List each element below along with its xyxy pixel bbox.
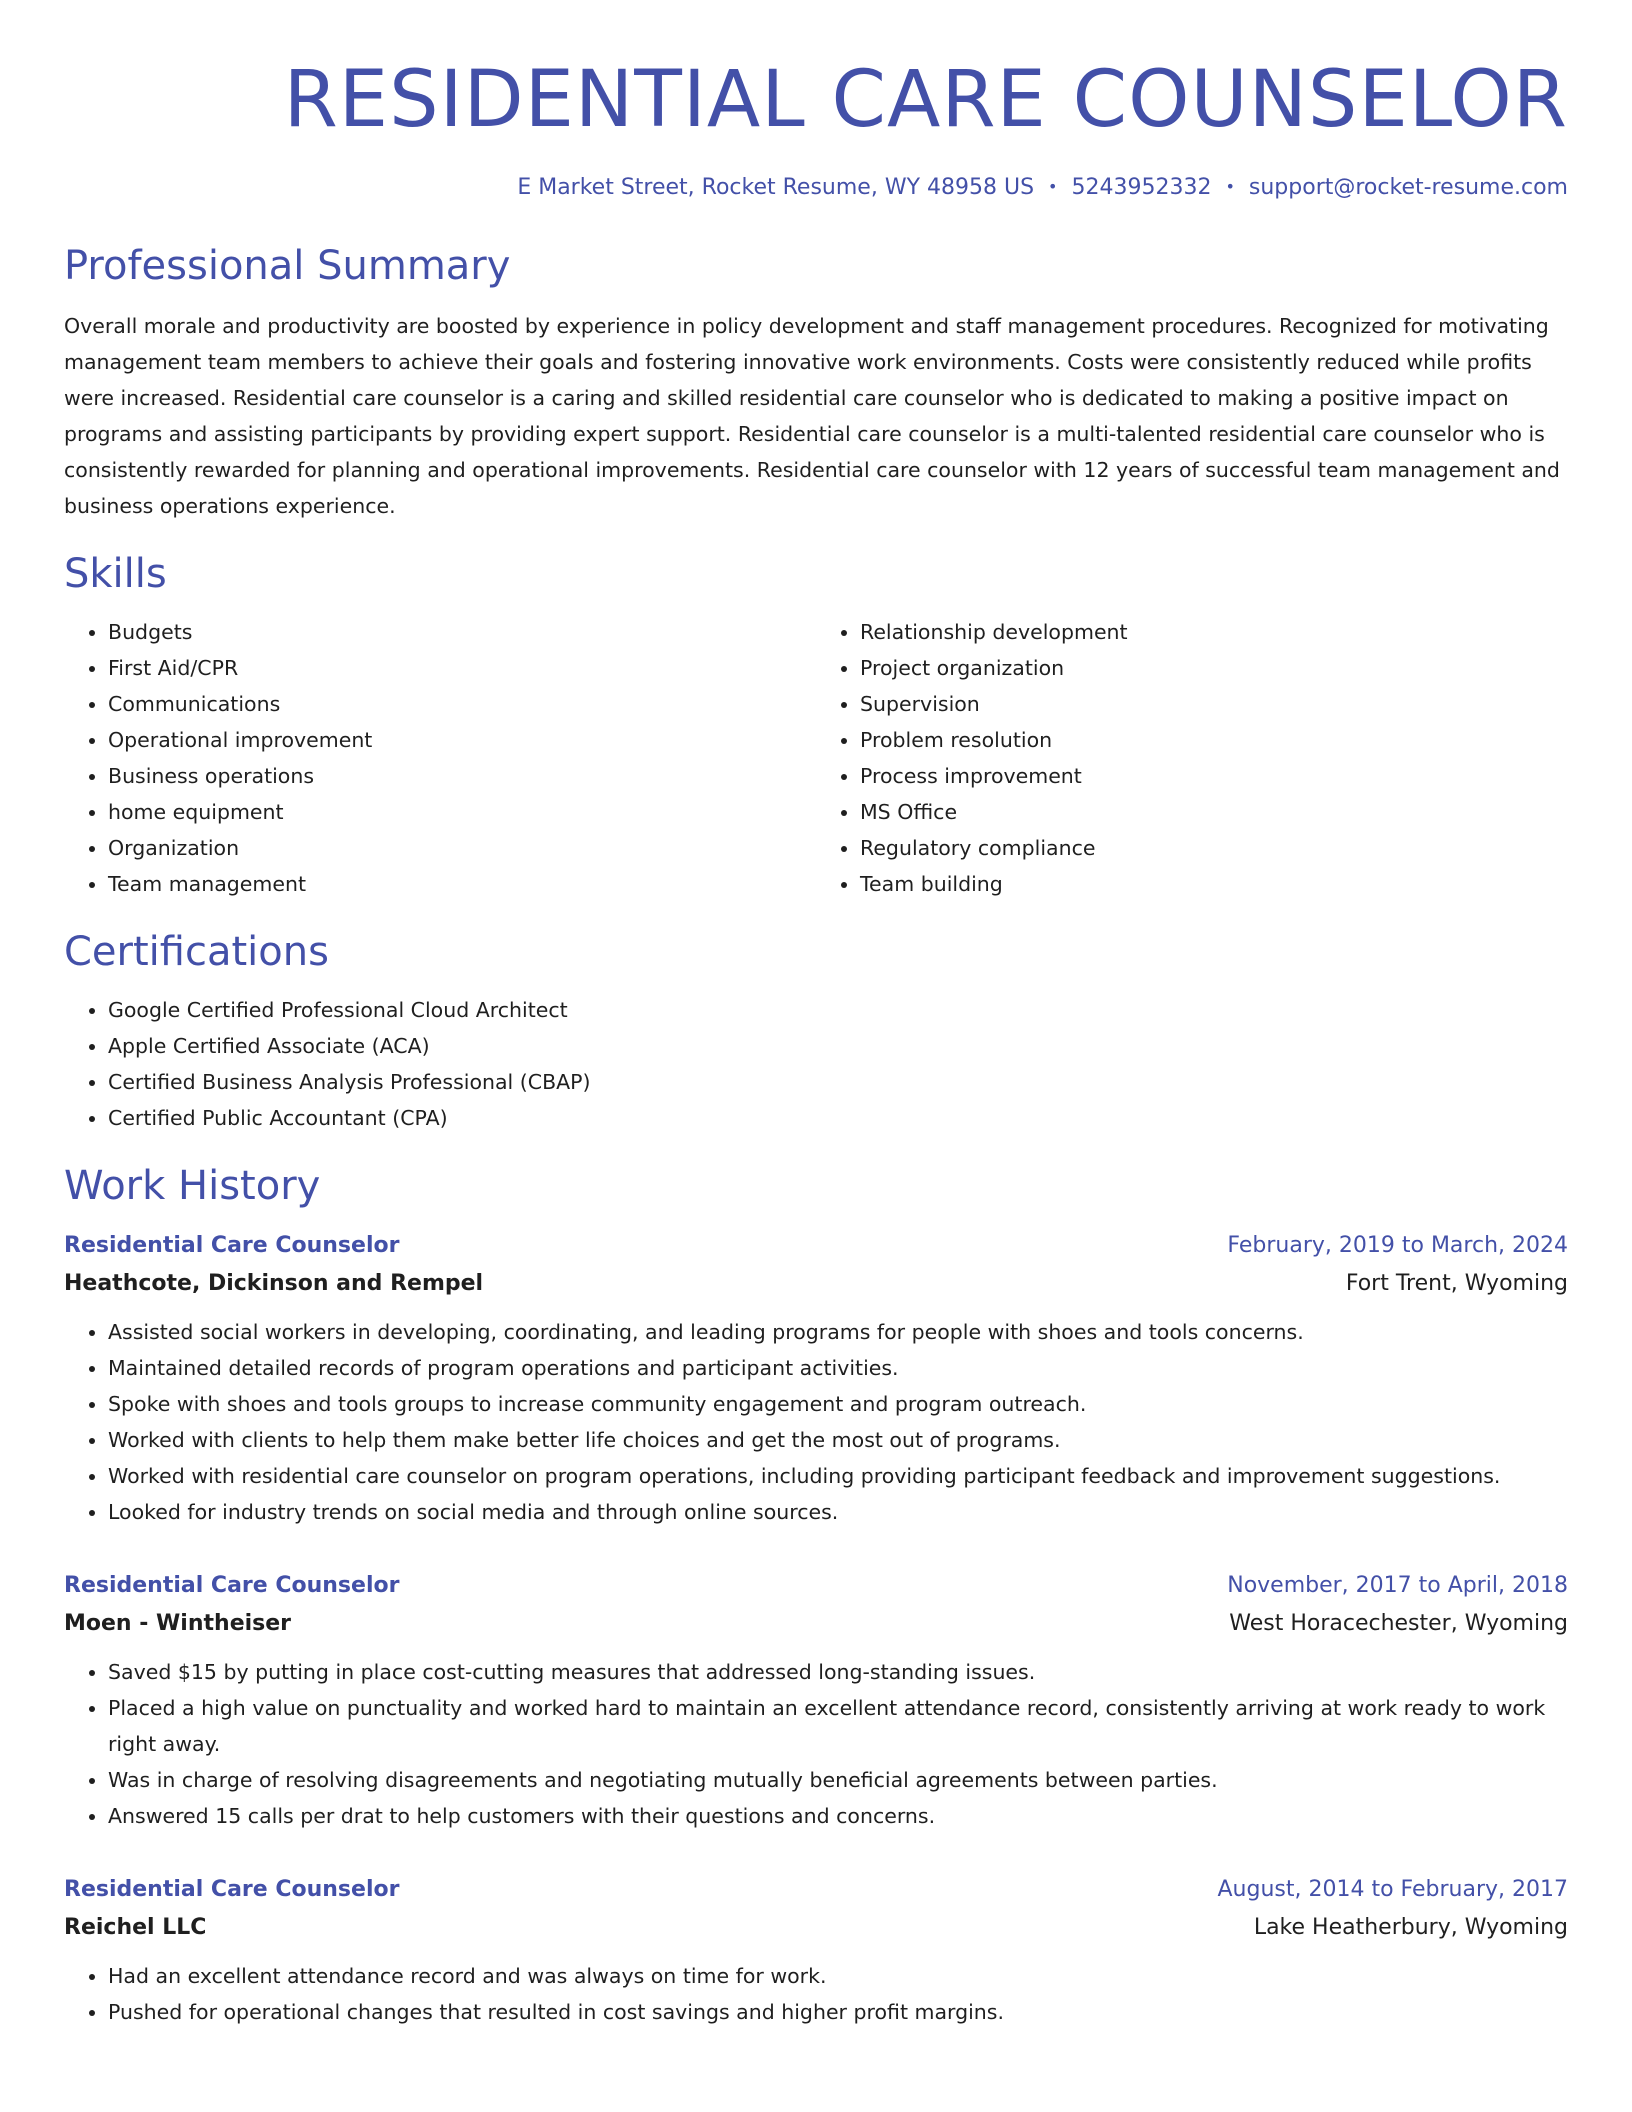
job-company-row [64,1604,1568,1644]
job-company-row [64,1264,1568,1304]
contact-phone: 5243952332 [1071,174,1212,200]
job-company: Reichel LLC [64,1915,207,1941]
skills-columns [64,614,1568,902]
skill-item: • Problem resolution [860,722,1568,758]
job-entry [64,1228,1568,1530]
skill-item: • Team building [860,866,1568,902]
job-bullet: • Worked with residential care counselor on program operations, including providing participant feedback and improvement suggestions. [108,1458,1568,1494]
job-dates: February, 2019 to March, 2024 [1227,1233,1568,1259]
certifications-list [64,992,1568,1136]
job-bullet: • Had an excellent attendance record and was always on time for work. [108,1958,1568,1994]
skill-item: • Organization [108,830,816,866]
skills-section [64,550,1568,902]
contact-separator: • [1225,177,1235,197]
skill-item: • Communications [108,686,816,722]
job-dates: November, 2017 to April, 2018 [1227,1573,1568,1599]
job-bullet: • Placed a high value on punctuality and worked hard to maintain an excellent attendance record, consistently arriving at work ready to work right away. [108,1690,1568,1762]
skills-heading: Skills [64,551,167,598]
job-company: Moen - Wintheiser [64,1611,292,1637]
job-company: Heathcote, Dickinson and Rempel [64,1271,484,1297]
skill-item: • Budgets [108,614,816,650]
skills-list-right [816,614,1568,902]
work-history-heading: Work History [64,1163,321,1210]
summary-section [64,242,1568,524]
job-header-row [64,1872,1568,1908]
summary-heading: Professional Summary [64,243,511,290]
certification-item: • Apple Certified Associate (ACA) [108,1028,1568,1064]
job-location: Lake Heatherbury, Wyoming [1253,1915,1568,1941]
skill-item: • Process improvement [860,758,1568,794]
skill-item: • First Aid/CPR [108,650,816,686]
skill-item: • home equipment [108,794,816,830]
certification-item: • Google Certified Professional Cloud Architect [108,992,1568,1028]
work-history-section [64,1162,1568,2030]
job-location: Fort Trent, Wyoming [1345,1271,1568,1297]
job-bullet: • Pushed for operational changes that resulted in cost savings and higher profit margins. [108,1994,1568,2030]
contact-email: support@rocket-resume.com [1248,174,1568,200]
job-title: Residential Care Counselor [64,1573,400,1599]
job-location: West Horacechester, Wyoming [1229,1611,1568,1637]
contact-separator: • [1048,177,1058,197]
job-bullet: • Answered 15 calls per drat to help customers with their questions and concerns. [108,1798,1568,1834]
skill-item: • Team management [108,866,816,902]
certification-item: • Certified Business Analysis Professional (CBAP) [108,1064,1568,1100]
skills-list-left [64,614,816,902]
job-bullets [64,1958,1568,2030]
job-entry [64,1872,1568,2030]
skill-item: • Supervision [860,686,1568,722]
job-bullet: • Maintained detailed records of program operations and participant activities. [108,1350,1568,1386]
certifications-section [64,928,1568,1136]
skill-item: • MS Office [860,794,1568,830]
job-bullet: • Saved $15 by putting in place cost-cutting measures that addressed long-standing issues. [108,1654,1568,1690]
job-bullet: • Spoke with shoes and tools groups to increase community engagement and program outreach. [108,1386,1568,1422]
skill-item: • Project organization [860,650,1568,686]
skill-item: • Business operations [108,758,816,794]
job-title: Residential Care Counselor [64,1233,400,1259]
skill-item: • Regulatory compliance [860,830,1568,866]
job-header-row [64,1568,1568,1604]
contact-address: E Market Street, Rocket Resume, WY 48958 US [517,174,1035,200]
job-bullets [64,1314,1568,1530]
job-bullet: • Looked for industry trends on social media and through online sources. [108,1494,1568,1530]
contact-line [64,174,1568,203]
job-company-row [64,1908,1568,1948]
job-dates: August, 2014 to February, 2017 [1217,1877,1568,1903]
certification-item: • Certified Public Accountant (CPA) [108,1100,1568,1136]
job-entry [64,1568,1568,1834]
certifications-heading: Certifications [64,929,329,976]
job-header-row [64,1228,1568,1264]
summary-text: Overall morale and productivity are boosted by experience in policy development and staff management procedures. Recognized for motivating management team members to achieve their goals and fostering innovative work environments. Costs were consistently reduced while profits were increased. Residential care counselor is a caring and skilled residential care counselor who is dedicated to making a positive impact on programs and assisting participants by providing expert support. Residential care counselor is a multi-talented residential care counselor who is consistently rewarded for planning and operational improvements. Residential care counselor with 12 years of successful team management and business operations experience. [64,314,1560,519]
job-bullet: • Was in charge of resolving disagreements and negotiating mutually beneficial agreements between parties. [108,1762,1568,1798]
skill-item: • Relationship development [860,614,1568,650]
job-bullet: • Assisted social workers in developing, coordinating, and leading programs for people with shoes and tools concerns. [108,1314,1568,1350]
job-bullets [64,1654,1568,1834]
skill-item: • Operational improvement [108,722,816,758]
job-bullet: • Worked with clients to help them make better life choices and get the most out of programs. [108,1422,1568,1458]
resume-title: RESIDENTIAL CARE COUNSELOR [283,55,1568,145]
job-title: Residential Care Counselor [64,1877,400,1903]
